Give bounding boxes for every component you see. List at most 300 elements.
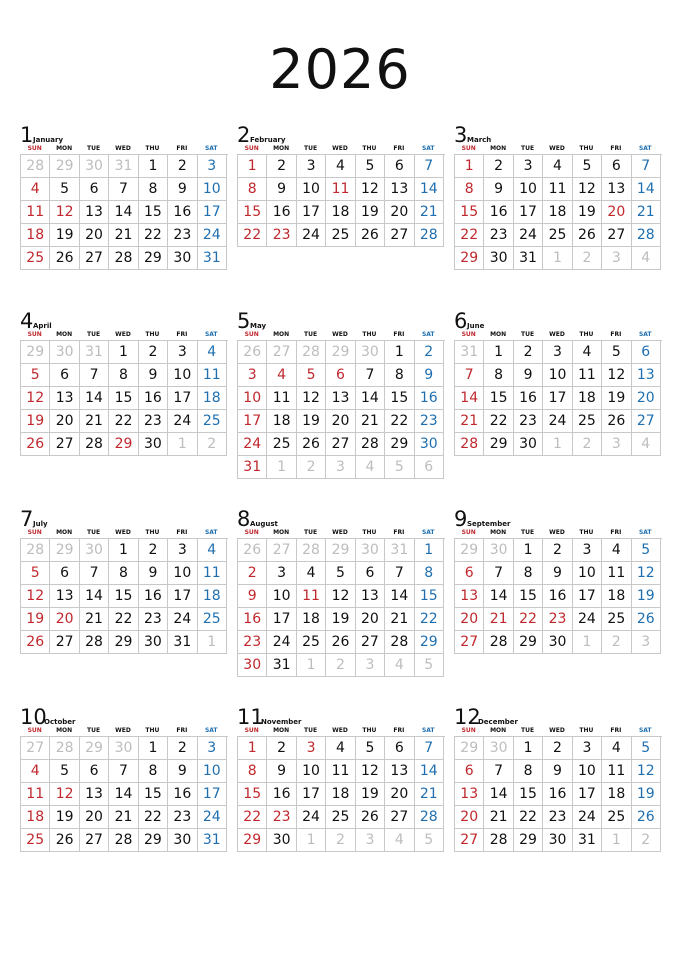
weekday-sat: SAT [421,529,435,536]
day-cell: 6 [50,364,79,387]
weekday-sat: SAT [204,727,218,734]
day-cell: 23 [484,224,513,247]
day-cell: 20 [385,201,414,224]
weekday-fri: FRI [610,529,622,536]
day-cell: 6 [80,760,109,783]
month-number: 10 [20,705,47,729]
weekday-sat: SAT [204,145,218,152]
day-cell: 10 [514,178,543,201]
day-cell: 30 [139,433,168,456]
weekday-sun: SUN [244,529,259,536]
other-month-day: 28 [297,539,326,562]
day-cell: 5 [632,539,661,562]
day-cell: 10 [238,387,267,410]
day-cell: 24 [267,631,296,654]
day-cell: 12 [632,562,661,585]
day-cell: 11 [21,201,50,224]
weekday-wed: WED [332,145,348,152]
other-month-day: 1 [267,456,296,479]
month-header [237,123,445,147]
weekday-wed: WED [115,529,131,536]
day-cell: 30 [168,247,197,270]
day-cell: 20 [455,806,484,829]
day-cell: 3 [297,737,326,760]
weekday-thu: THU [145,145,160,152]
day-cell: 11 [326,178,355,201]
other-month-day: 29 [455,737,484,760]
other-month-day: 2 [326,654,355,677]
day-cell: 11 [267,387,296,410]
day-cell: 14 [632,178,661,201]
day-cell: 4 [198,539,227,562]
weekday-sun: SUN [27,529,42,536]
day-cell: 21 [415,201,444,224]
day-cell: 8 [484,364,513,387]
month-number: 9 [454,507,468,531]
weekday-mon: MON [490,529,507,536]
day-cell: 17 [573,585,602,608]
day-cell: 13 [602,178,631,201]
weekday-mon: MON [56,727,73,734]
weekday-thu: THU [145,727,160,734]
day-cell: 9 [543,760,572,783]
other-month-day: 27 [267,539,296,562]
day-cell: 27 [80,247,109,270]
day-cell: 29 [238,829,267,852]
day-cell: 30 [514,433,543,456]
day-cell: 13 [50,387,79,410]
day-cell: 8 [415,562,444,585]
day-cell: 17 [573,783,602,806]
weekday-header [454,528,662,538]
month-name: December [478,718,518,726]
day-cell: 19 [21,608,50,631]
day-cell: 6 [385,737,414,760]
day-cell: 19 [50,224,79,247]
weekday-header [237,528,445,538]
day-cell: 27 [632,410,661,433]
day-cell: 30 [168,829,197,852]
day-cell: 11 [297,585,326,608]
day-cell: 19 [356,201,385,224]
day-cell: 6 [356,562,385,585]
weekday-sun: SUN [27,145,42,152]
day-cell: 8 [385,364,414,387]
day-cell: 28 [484,631,513,654]
day-cell: 20 [602,201,631,224]
weekday-thu: THU [362,529,377,536]
weekday-thu: THU [579,529,594,536]
weekday-header [454,144,662,154]
day-cell: 21 [109,806,138,829]
day-cell: 29 [139,829,168,852]
day-cell: 5 [326,562,355,585]
weekday-sun: SUN [461,529,476,536]
weekday-mon: MON [56,145,73,152]
other-month-day: 29 [326,341,355,364]
day-cell: 8 [109,364,138,387]
day-cell: 29 [514,631,543,654]
other-month-day: 27 [267,341,296,364]
day-cell: 21 [80,410,109,433]
month-number: 11 [237,705,264,729]
day-cell: 30 [238,654,267,677]
day-cell: 25 [21,829,50,852]
weekday-sat: SAT [638,529,652,536]
day-grid [20,340,228,456]
day-cell: 21 [484,806,513,829]
day-cell: 4 [267,364,296,387]
month-march [454,123,662,270]
day-cell: 30 [543,631,572,654]
day-cell: 1 [238,155,267,178]
day-cell: 29 [385,433,414,456]
day-cell: 18 [602,783,631,806]
day-cell: 7 [484,760,513,783]
other-month-day: 6 [415,456,444,479]
day-cell: 6 [385,155,414,178]
month-name: September [467,520,511,528]
day-cell: 31 [198,247,227,270]
day-cell: 1 [484,341,513,364]
day-cell: 1 [109,539,138,562]
day-cell: 31 [238,456,267,479]
day-cell: 12 [632,760,661,783]
other-month-day: 29 [50,539,79,562]
other-month-day: 1 [198,631,227,654]
day-cell: 3 [297,155,326,178]
day-cell: 18 [198,585,227,608]
day-cell: 17 [168,387,197,410]
other-month-day: 4 [385,654,414,677]
month-number: 12 [454,705,481,729]
weekday-fri: FRI [610,145,622,152]
weekday-mon: MON [490,331,507,338]
day-cell: 10 [297,178,326,201]
weekday-mon: MON [490,727,507,734]
day-cell: 15 [385,387,414,410]
day-cell: 23 [267,806,296,829]
weekday-wed: WED [332,727,348,734]
month-header [454,705,662,729]
day-cell: 29 [484,433,513,456]
day-cell: 20 [385,783,414,806]
weekday-tue: TUE [304,727,318,734]
day-cell: 17 [297,201,326,224]
day-cell: 31 [573,829,602,852]
day-cell: 6 [80,178,109,201]
month-name: February [250,136,286,144]
day-cell: 12 [356,178,385,201]
month-july [20,507,228,654]
day-cell: 6 [50,562,79,585]
month-name: August [250,520,278,528]
day-cell: 9 [543,562,572,585]
day-cell: 5 [297,364,326,387]
month-header [20,705,228,729]
day-cell: 26 [326,631,355,654]
month-name: March [467,136,492,144]
day-grid [20,154,228,270]
month-february [237,123,445,247]
day-cell: 4 [602,539,631,562]
day-cell: 27 [50,631,79,654]
day-cell: 7 [109,178,138,201]
month-number: 2 [237,123,251,147]
day-cell: 10 [573,760,602,783]
day-cell: 10 [168,364,197,387]
day-cell: 13 [455,585,484,608]
day-cell: 1 [514,737,543,760]
day-cell: 14 [484,585,513,608]
day-cell: 15 [238,783,267,806]
day-cell: 6 [455,760,484,783]
day-cell: 14 [109,201,138,224]
day-cell: 24 [543,410,572,433]
day-cell: 5 [21,364,50,387]
weekday-sat: SAT [638,331,652,338]
day-cell: 15 [109,585,138,608]
day-grid [237,538,445,677]
day-cell: 5 [356,737,385,760]
day-cell: 11 [602,562,631,585]
day-cell: 23 [168,806,197,829]
weekday-header [237,144,445,154]
day-cell: 21 [484,608,513,631]
day-cell: 6 [632,341,661,364]
other-month-day: 31 [80,341,109,364]
day-cell: 22 [109,410,138,433]
day-cell: 24 [573,806,602,829]
day-cell: 11 [326,760,355,783]
day-cell: 21 [80,608,109,631]
day-grid [454,538,662,654]
weekday-thu: THU [579,727,594,734]
day-cell: 23 [415,410,444,433]
day-cell: 7 [415,737,444,760]
other-month-day: 30 [50,341,79,364]
day-cell: 11 [543,178,572,201]
other-month-day: 5 [415,654,444,677]
day-cell: 25 [297,631,326,654]
day-cell: 1 [415,539,444,562]
day-cell: 19 [632,585,661,608]
month-header [20,507,228,531]
day-cell: 23 [139,608,168,631]
day-cell: 29 [455,247,484,270]
day-cell: 20 [632,387,661,410]
day-cell: 30 [415,433,444,456]
day-cell: 29 [415,631,444,654]
day-cell: 16 [168,783,197,806]
weekday-fri: FRI [176,727,188,734]
weekday-mon: MON [273,727,290,734]
day-cell: 8 [109,562,138,585]
other-month-day: 30 [80,155,109,178]
month-header [237,705,445,729]
day-grid [237,154,445,247]
other-month-day: 3 [356,829,385,852]
day-cell: 24 [573,608,602,631]
weekday-tue: TUE [521,145,535,152]
day-cell: 22 [415,608,444,631]
day-cell: 16 [514,387,543,410]
other-month-day: 1 [297,654,326,677]
day-cell: 22 [139,806,168,829]
day-cell: 23 [514,410,543,433]
day-cell: 15 [514,585,543,608]
day-cell: 29 [109,631,138,654]
weekday-header [20,330,228,340]
other-month-day: 5 [415,829,444,852]
other-month-day: 31 [455,341,484,364]
day-cell: 13 [632,364,661,387]
day-cell: 4 [602,737,631,760]
weekday-fri: FRI [176,145,188,152]
day-cell: 2 [514,341,543,364]
weekday-tue: TUE [521,331,535,338]
month-may [237,309,445,479]
month-number: 1 [20,123,34,147]
other-month-day: 29 [50,155,79,178]
other-month-day: 29 [80,737,109,760]
weekday-sun: SUN [244,727,259,734]
day-cell: 22 [385,410,414,433]
day-cell: 9 [267,760,296,783]
year-title: 2026 [269,38,411,101]
day-cell: 20 [50,608,79,631]
day-cell: 17 [297,783,326,806]
weekday-thu: THU [579,331,594,338]
day-cell: 28 [80,631,109,654]
day-cell: 23 [168,224,197,247]
other-month-day: 3 [602,433,631,456]
day-cell: 5 [21,562,50,585]
weekday-wed: WED [115,145,131,152]
weekday-thu: THU [362,145,377,152]
other-month-day: 29 [21,341,50,364]
weekday-header [20,144,228,154]
day-cell: 17 [514,201,543,224]
weekday-fri: FRI [393,331,405,338]
day-cell: 24 [297,224,326,247]
day-cell: 3 [198,737,227,760]
day-cell: 5 [602,341,631,364]
day-cell: 4 [326,737,355,760]
month-june [454,309,662,456]
day-cell: 17 [238,410,267,433]
other-month-day: 2 [573,433,602,456]
month-header [454,123,662,147]
other-month-day: 26 [238,539,267,562]
day-cell: 8 [514,562,543,585]
day-cell: 31 [198,829,227,852]
day-cell: 12 [326,585,355,608]
day-cell: 7 [356,364,385,387]
other-month-day: 2 [632,829,661,852]
day-cell: 20 [356,608,385,631]
day-cell: 12 [573,178,602,201]
day-cell: 3 [267,562,296,585]
day-cell: 23 [238,631,267,654]
day-cell: 20 [326,410,355,433]
weekday-mon: MON [56,529,73,536]
day-cell: 28 [109,247,138,270]
day-cell: 17 [198,783,227,806]
day-cell: 4 [198,341,227,364]
month-april [20,309,228,456]
day-cell: 28 [415,224,444,247]
day-cell: 26 [632,608,661,631]
day-cell: 18 [297,608,326,631]
day-cell: 28 [385,631,414,654]
day-cell: 29 [109,433,138,456]
day-cell: 19 [297,410,326,433]
weekday-fri: FRI [176,529,188,536]
day-cell: 30 [543,829,572,852]
day-cell: 29 [139,247,168,270]
day-cell: 27 [455,829,484,852]
weekday-fri: FRI [610,727,622,734]
day-cell: 26 [21,631,50,654]
day-cell: 14 [415,178,444,201]
weekday-tue: TUE [304,145,318,152]
month-name: October [44,718,76,726]
day-cell: 10 [573,562,602,585]
day-cell: 10 [168,562,197,585]
day-cell: 26 [602,410,631,433]
weekday-mon: MON [56,331,73,338]
day-cell: 11 [21,783,50,806]
month-august [237,507,445,677]
weekday-header [237,330,445,340]
day-cell: 24 [198,806,227,829]
day-cell: 26 [573,224,602,247]
weekday-header [20,528,228,538]
day-cell: 15 [238,201,267,224]
day-cell: 12 [50,783,79,806]
weekday-wed: WED [549,727,565,734]
day-cell: 24 [238,433,267,456]
other-month-day: 29 [455,539,484,562]
other-month-day: 31 [109,155,138,178]
day-grid [454,154,662,270]
day-cell: 23 [543,806,572,829]
day-cell: 16 [238,608,267,631]
day-cell: 12 [21,387,50,410]
month-name: June [467,322,485,330]
day-cell: 13 [385,178,414,201]
day-cell: 24 [514,224,543,247]
month-number: 6 [454,309,468,333]
weekday-header [237,726,445,736]
day-cell: 3 [573,539,602,562]
day-cell: 4 [543,155,572,178]
day-cell: 28 [109,829,138,852]
weekday-mon: MON [273,529,290,536]
day-cell: 18 [543,201,572,224]
day-cell: 5 [50,760,79,783]
day-cell: 28 [80,433,109,456]
day-cell: 9 [139,562,168,585]
other-month-day: 30 [484,737,513,760]
day-cell: 30 [139,631,168,654]
day-cell: 17 [267,608,296,631]
day-cell: 14 [109,783,138,806]
day-cell: 18 [573,387,602,410]
day-cell: 18 [326,201,355,224]
day-cell: 6 [602,155,631,178]
